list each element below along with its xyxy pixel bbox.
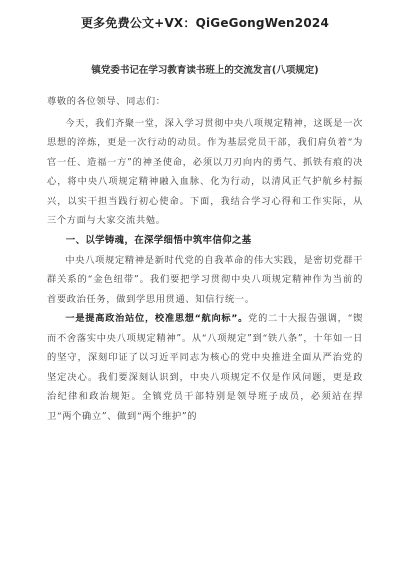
watermark-banner: 更多免费公文+VX：QiGeGongWen2024 — [80, 16, 329, 30]
section-1-paragraph: 中央八项规定精神是新时代党的自我革命的伟大实践，是密切党群干群关系的“金色纽带”。我们要把学习贯彻中央八项规定精神作为当前的首要政治任务，做到学思用贯通、知信行统一。 — [47, 254, 363, 305]
subsection-1-body: 党的二十大报告强调，“锲而不舍落实中央八项规定精神”。从“八项规定”到“铁八条”，十年如一日的坚守，深刻印证了以习近平同志为核心的党中央推进全面从严治党的坚定决心。我们要深刻认识到，中央八项规定不仅是作风问题，更是政治纪律和政治规矩。全镇党员干部特别是领导班子成员，必须站在捍卫“两个确立”、做到“两个维护”的 — [47, 313, 363, 422]
salutation: 尊敬的各位领导、同志们： — [47, 96, 166, 107]
document-body — [47, 64, 363, 426]
section-heading-1: 一、以学铸魂，在深学细悟中筑牢信仰之基 — [65, 234, 252, 246]
document-title: 镇党委书记在学习教育读书班上的交流发言(八项规定) — [91, 65, 319, 76]
intro-paragraph: 今天，我们齐聚一堂，深入学习贯彻中央八项规定精神，这既是一次思想的淬炼，更是一次行动的动员。作为基层党员干部，我们肩负着“为官一任、造福一方”的神圣使命，必须以刀刃向内的勇气、抓铁有痕的决心，将中央八项规定精神融入血脉、化为行动，以清风正气护航乡村振兴，以实干担当践行初心使命。下面，我结合学习心得和工作实际，从三个方面与大家交流共勉。 — [47, 117, 363, 226]
subsection-1-lead: 一是提高政治站位，校准思想“航向标”。 — [65, 313, 249, 324]
subsection-1-paragraph — [47, 309, 363, 426]
